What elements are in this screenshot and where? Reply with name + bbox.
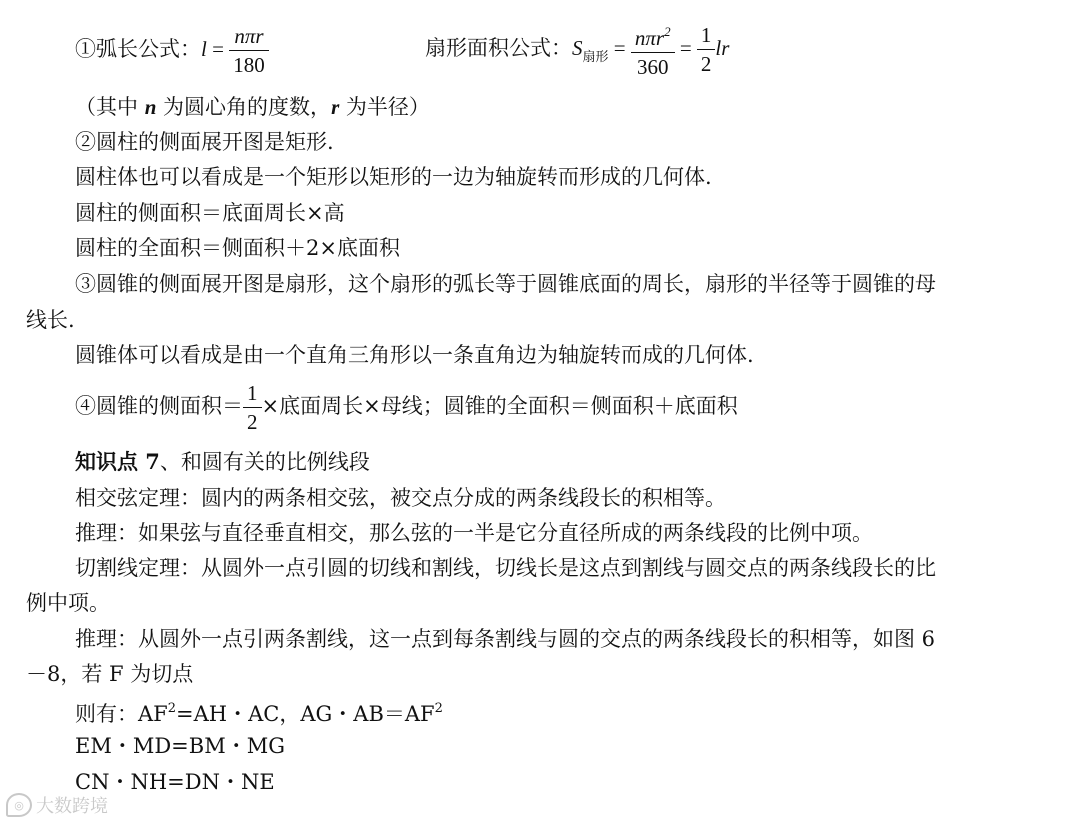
sector-numerator (631, 18, 675, 53)
text-line-6a: ③圆锥的侧面展开图是扇形，这个扇形的弧长等于圆锥底面的周长，扇形的半径等于圆锥的母 (75, 272, 936, 296)
text-line-12a: 切割线定理：从圆外一点引圆的切线和割线，切线长是这点到割线与圆交点的两条线段长的比 (75, 556, 936, 580)
sector-area-label: 扇形面积公式： (425, 36, 572, 60)
text-line-12b: 例中项。 (26, 591, 110, 615)
text-line-8 (75, 376, 738, 436)
half-fraction (697, 21, 716, 78)
text-line-5: 圆柱的全面积＝侧面积＋2×底面积 (75, 236, 400, 260)
watermark-logo-icon: ◎ (6, 793, 32, 817)
text-line-11: 推理：如果弦与直径垂直相交，那么弦的一半是它分直径所成的两条线段的比例中项。 (75, 521, 873, 545)
text-line-7: 圆锥体可以看成是由一个直角三角形以一条直角边为轴旋转而成的几何体. (75, 343, 754, 367)
text-line-2: ②圆柱的侧面展开图是矩形. (75, 130, 334, 154)
text-line-6b: 线长. (26, 308, 75, 332)
sector-num-text: nπr (634, 26, 665, 50)
l14-part-b: =AH・AC，AG・AB＝AF (176, 702, 435, 726)
note-post: 为半径） (339, 95, 430, 119)
sector-eq-1: = (608, 36, 631, 60)
knowledge-point-title: 、和圆有关的比例线段 (159, 450, 370, 474)
sector-denominator: 360 (636, 55, 669, 79)
arc-denominator: 180 (233, 53, 265, 77)
watermark-text: 大数跨境 (36, 796, 108, 817)
half-numerator: 1 (697, 21, 716, 50)
half-denominator: 2 (700, 52, 712, 76)
note-n: n (144, 95, 157, 119)
formula-line (75, 22, 269, 79)
note-line (75, 94, 430, 120)
text-line-13a: 推理：从圆外一点引两条割线，这一点到每条割线与圆的交点的两条线段长的积相等，如图 6 (75, 627, 936, 651)
note-mid: 为圆心角的度数， (156, 95, 332, 119)
sector-S: S (572, 36, 583, 60)
arc-length-label: ①弧长公式： (75, 37, 201, 61)
cone-half-fraction (243, 379, 262, 436)
sector-formula (425, 18, 729, 81)
note-pre: （其中 (75, 95, 145, 119)
arc-eq: = (206, 37, 230, 61)
text-line-14 (75, 696, 443, 727)
cone-lateral-label: ④圆锥的侧面积＝ (75, 394, 243, 418)
knowledge-point-heading (75, 449, 370, 475)
watermark (6, 792, 108, 818)
text-line-13b: －8，若 F 为切点 (26, 662, 194, 686)
sector-eq-2: = (674, 36, 697, 60)
cone-half-num: 1 (243, 379, 262, 408)
sector-num-sup: 2 (664, 24, 671, 39)
text-line-4: 圆柱的侧面积＝底面周长×高 (75, 201, 345, 225)
sector-tail: lr (715, 36, 730, 60)
arc-fraction (229, 22, 269, 79)
cone-lateral-rest: ×底面周长×母线；圆锥的全面积＝侧面积＋底面积 (261, 394, 738, 418)
text-line-3: 圆柱体也可以看成是一个矩形以矩形的一边为轴旋转而形成的几何体. (75, 165, 712, 189)
text-line-15: EM・MD=BM・MG (75, 734, 285, 758)
text-line-16: CN・NH=DN・NE (75, 770, 275, 794)
sector-subscript: 扇形 (582, 50, 609, 65)
sector-fraction (631, 18, 675, 81)
note-r: r (331, 95, 340, 119)
arc-lhs: l (201, 37, 207, 61)
l14-sup-2: 2 (434, 701, 443, 716)
knowledge-point-number: 知识点 7 (75, 449, 160, 474)
l14-sup-1: 2 (167, 701, 177, 716)
arc-numerator: nπr (229, 22, 269, 51)
l14-part-a: 则有：AF (75, 702, 168, 726)
text-line-10: 相交弦定理：圆内的两条相交弦，被交点分成的两条线段长的积相等。 (75, 486, 726, 510)
cone-half-den: 2 (247, 410, 258, 434)
